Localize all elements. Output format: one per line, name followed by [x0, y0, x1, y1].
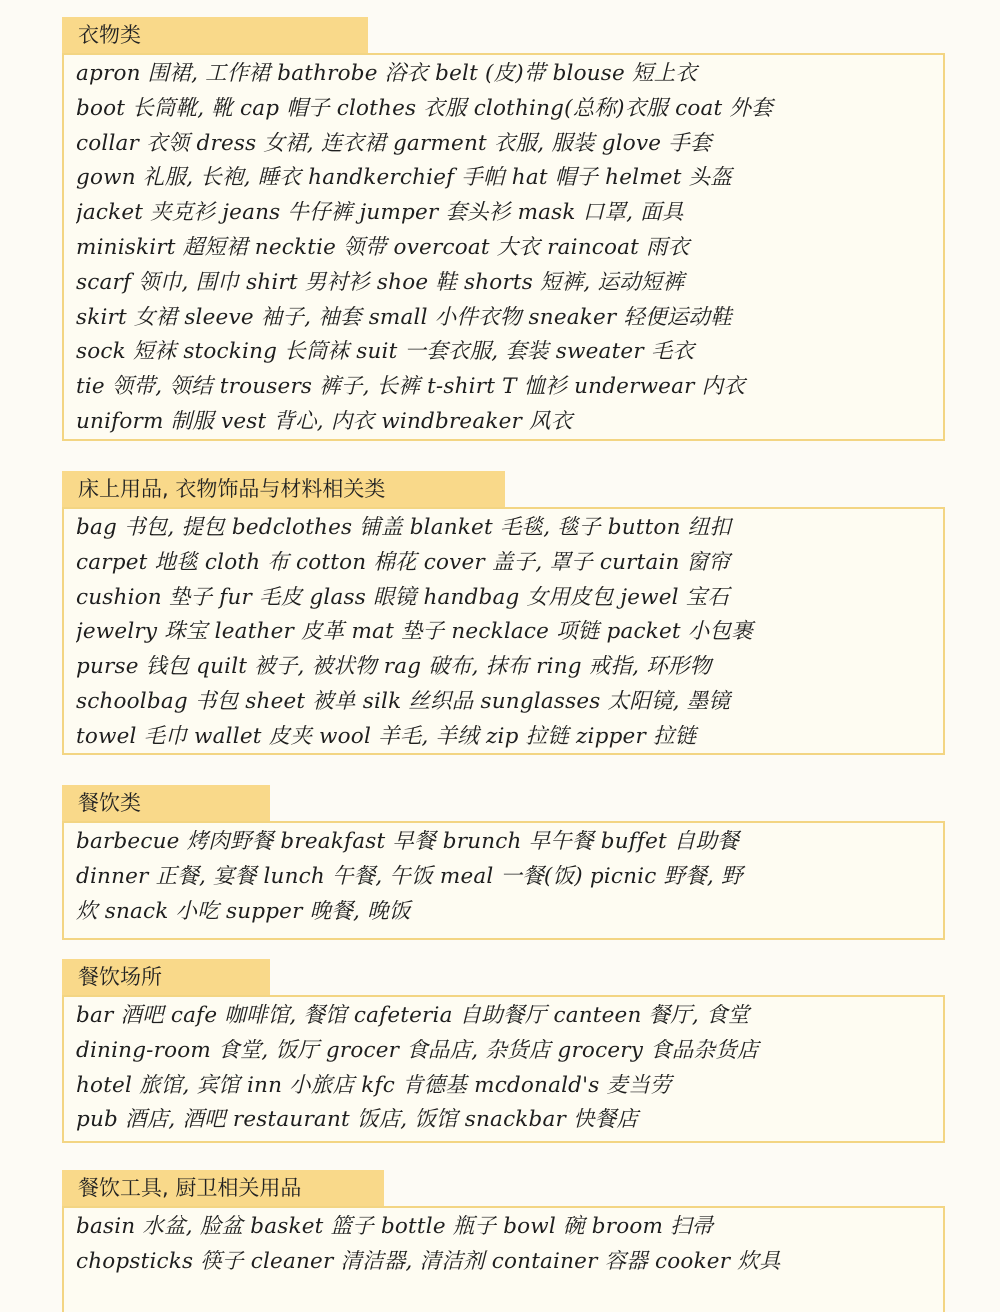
vocab-line: miniskirt 超短裙 necktie 领带 overcoat 大衣 raincoat 雨衣 [76, 234, 690, 260]
section-title: 衣物类 [62, 17, 368, 53]
section-content [62, 1206, 945, 1312]
vocab-line: skirt 女裙 sleeve 袖子, 袖套 small 小件衣物 sneaker 轻便运动鞋 [76, 304, 732, 330]
section-bedding-accessories [62, 471, 945, 755]
section-content [62, 507, 945, 755]
vocab-line: dinner 正餐, 宴餐 lunch 午餐, 午饭 meal 一餐(饭) picnic 野餐, 野 [76, 863, 743, 889]
vocab-line: dining-room 食堂, 饭厅 grocer 食品店, 杂货店 grocery 食品杂货店 [76, 1037, 759, 1063]
vocab-line: chopsticks 筷子 cleaner 清洁器, 清洁剂 container 容器 cooker 炊具 [76, 1248, 781, 1274]
section-content [62, 821, 945, 940]
section-content [62, 995, 945, 1143]
vocab-line: barbecue 烤肉野餐 breakfast 早餐 brunch 早午餐 buffet 自助餐 [76, 829, 739, 854]
section-title: 餐饮场所 [62, 959, 270, 995]
vocab-line: sock 短袜 stocking 长筒袜 suit 一套衣服, 套装 sweater 毛衣 [76, 339, 695, 365]
vocab-line: scarf 领巾, 围巾 shirt 男衬衫 shoe 鞋 shorts 短裤, 运动短裤 [76, 269, 685, 295]
vocab-line: jewelry 珠宝 leather 皮革 mat 垫子 necklace 项链 packet 小包裹 [76, 619, 753, 645]
vocab-line: bar 酒吧 cafe 咖啡馆, 餐馆 cafeteria 自助餐厅 canteen 餐厅, 食堂 [76, 1003, 750, 1028]
section-title: 餐饮工具, 厨卫相关用品 [62, 1170, 384, 1206]
vocab-line: basin 水盆, 脸盆 basket 篮子 bottle 瓶子 bowl 碗 broom 扫帚 [76, 1214, 714, 1239]
section-kitchen-utensils [62, 1170, 945, 1312]
vocab-line: purse 钱包 quilt 被子, 被状物 rag 破布, 抹布 ring 戒指, 环形物 [76, 654, 712, 680]
section-title: 餐饮类 [62, 785, 270, 821]
vocab-line: tie 领带, 领结 trousers 裤子, 长裤 t-shirt T 恤衫 underwear 内衣 [76, 374, 746, 400]
vocab-line: jacket 夹克衫 jeans 牛仔裤 jumper 套头衫 mask 口罩, 面具 [76, 200, 684, 226]
vocab-line: bag 书包, 提包 bedclothes 铺盖 blanket 毛毯, 毯子 button 纽扣 [76, 515, 732, 540]
section-title: 床上用品, 衣物饰品与材料相关类 [62, 471, 505, 507]
vocab-line: towel 毛巾 wallet 皮夹 wool 羊毛, 羊绒 zip 拉链 zipper 拉链 [76, 723, 697, 749]
section-dining-places [62, 959, 945, 1143]
vocab-line: hotel 旅馆, 宾馆 inn 小旅店 kfc 肯德基 mcdonald's 麦当劳 [76, 1072, 672, 1098]
vocab-line: cushion 垫子 fur 毛皮 glass 眼镜 handbag 女用皮包 jewel 宝石 [76, 584, 730, 610]
vocab-line: boot 长筒靴, 靴 cap 帽子 clothes 衣服 clothing(总称)衣服 coat 外套 [76, 95, 773, 121]
vocab-line: uniform 制服 vest 背心, 内衣 windbreaker 风衣 [76, 408, 573, 434]
vocab-line: gown 礼服, 长袍, 睡衣 handkerchief 手帕 hat 帽子 helmet 头盔 [76, 165, 732, 191]
vocab-line: collar 衣领 dress 女裙, 连衣裙 garment 衣服, 服装 glove 手套 [76, 130, 712, 156]
vocab-line: carpet 地毯 cloth 布 cotton 棉花 cover 盖子, 罩子 curtain 窗帘 [76, 549, 731, 575]
vocab-line: schoolbag 书包 sheet 被单 silk 丝织品 sunglasses 太阳镜, 墨镜 [76, 688, 731, 714]
section-food [62, 785, 945, 940]
vocab-line: 炊 snack 小吃 supper 晚餐, 晚饭 [76, 898, 411, 924]
section-content [62, 53, 945, 441]
vocab-line: apron 围裙, 工作裙 bathrobe 浴衣 belt (皮)带 blouse 短上衣 [76, 61, 698, 86]
section-clothing [62, 17, 945, 441]
vocab-line: pub 酒店, 酒吧 restaurant 饭店, 饭馆 snackbar 快餐店 [76, 1107, 639, 1133]
